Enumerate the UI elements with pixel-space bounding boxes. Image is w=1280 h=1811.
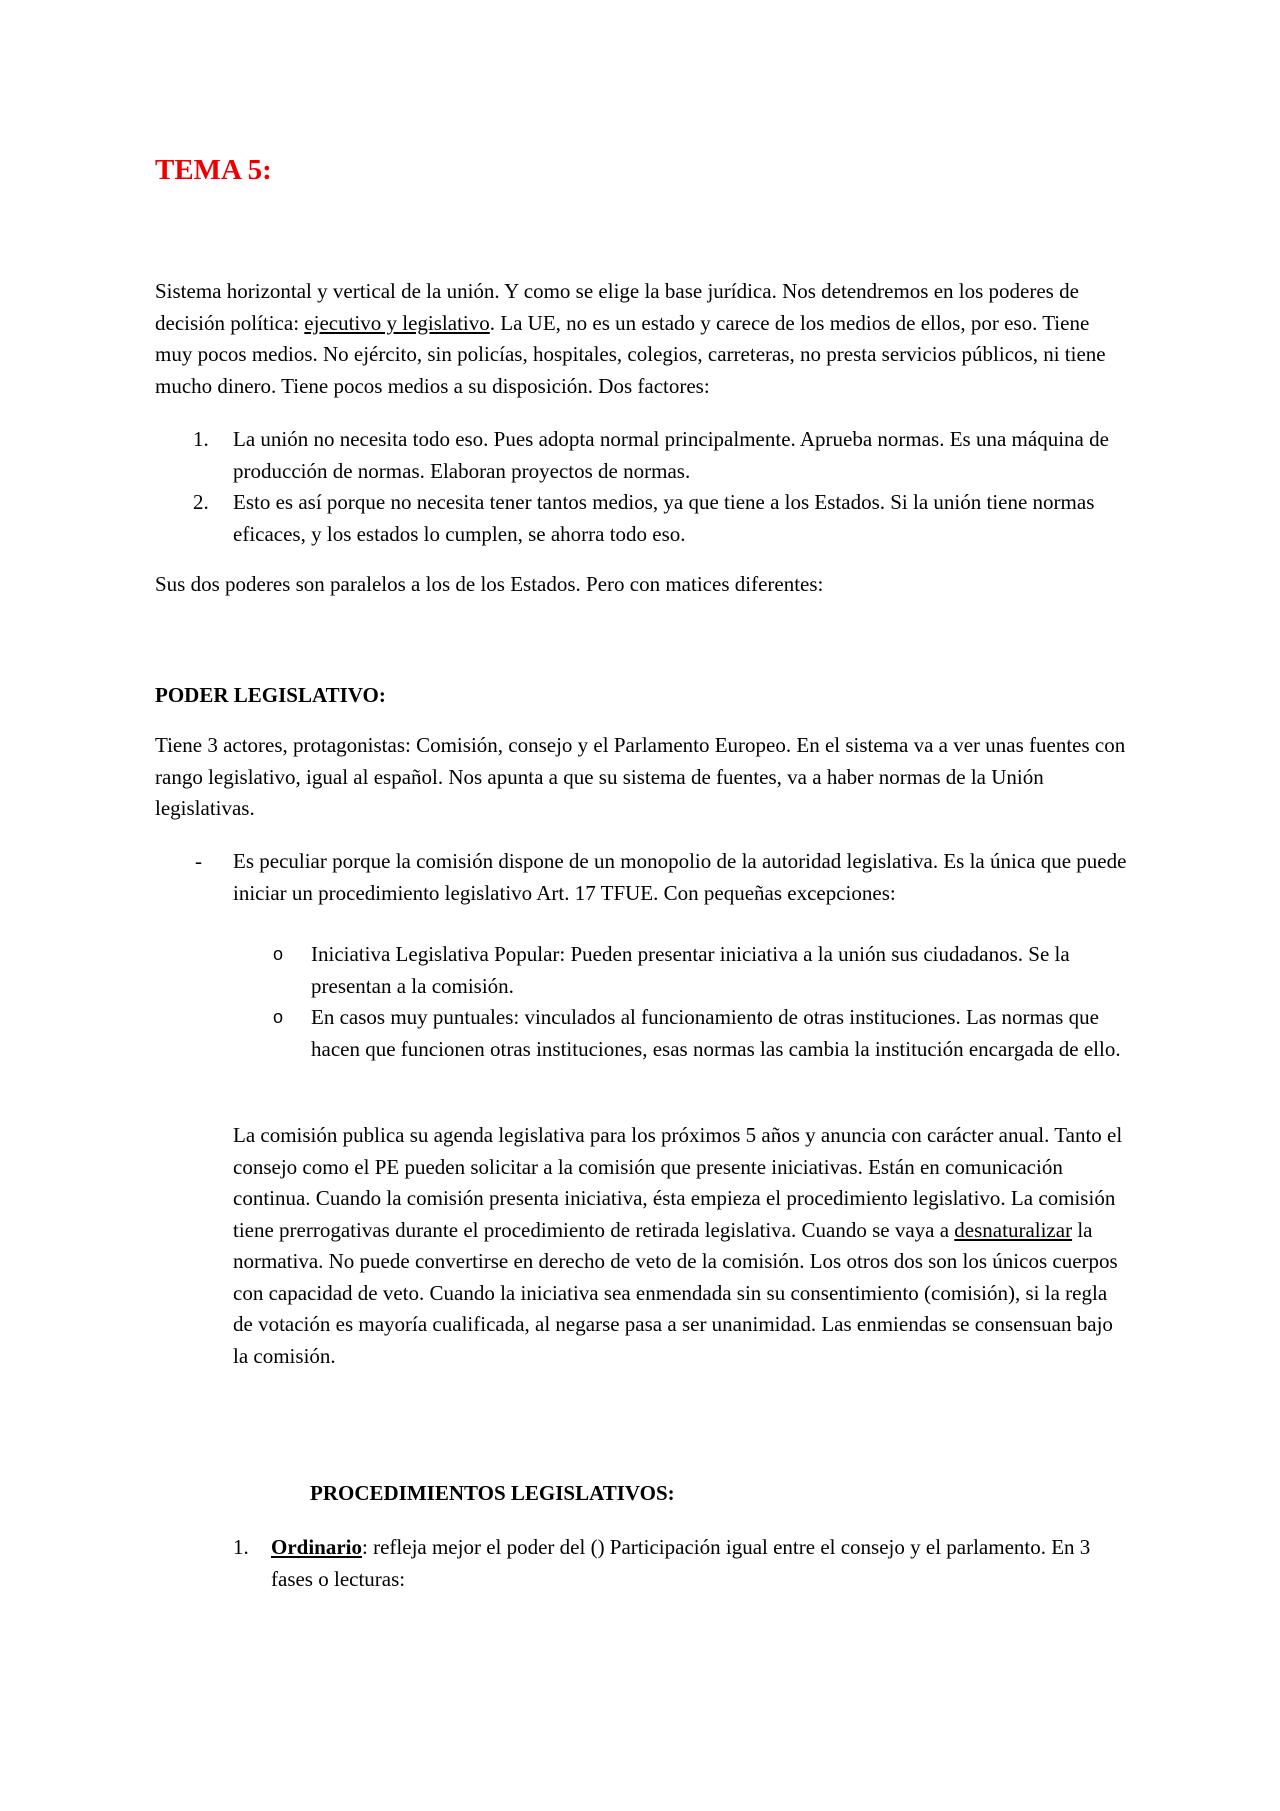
list-item-text: La unión no necesita todo eso. Pues adopta normal principalmente. Aprueba normas. Es una máquina de producción de normas. Elaboran proyectos de normas.: [233, 427, 1109, 483]
procedimientos-list: [233, 1532, 1130, 1595]
exception-text: En casos muy puntuales: vinculados al funcionamiento de otras instituciones. Las normas que hacen que funcionen otras instituciones, esas normas las cambia la institución encargada de ello.: [311, 1005, 1121, 1061]
section-heading-procedimientos: PROCEDIMIENTOS LEGISLATIVOS:: [310, 1481, 675, 1505]
circle-bullet: o: [273, 1007, 284, 1027]
dash-bullet: -: [195, 849, 202, 873]
procedure-description: : refleja mejor el poder del () Participación igual entre el consejo y el parlamento. En 3 fases o lecturas:: [271, 1535, 1091, 1591]
list-number: 2.: [193, 490, 209, 514]
list-item-text: Esto es así porque no necesita tener tantos medios, ya que tiene a los Estados. Si la unión tiene normas eficaces, y los estados lo cumplen, se ahorra todo eso.: [233, 490, 1095, 546]
intro-paragraph: [155, 276, 1130, 402]
list-number: 1.: [193, 427, 209, 451]
agenda-paragraph: [233, 1120, 1130, 1372]
dash-list-item: [155, 846, 1130, 909]
exception-item: [155, 1002, 1130, 1065]
exception-text: Iniciativa Legislativa Popular: Pueden presentar iniciativa a la unión sus ciudadanos. Se la presentan a la comisión.: [311, 942, 1070, 998]
list-item: [155, 487, 1130, 550]
list-item-text: [233, 1532, 1130, 1595]
circle-bullet: o: [273, 944, 284, 964]
page-title: TEMA 5:: [155, 154, 272, 186]
intro-underlined-text: ejecutivo y legislativo: [304, 310, 490, 335]
procedure-term: Ordinario: [271, 1535, 363, 1559]
list-item: [155, 424, 1130, 487]
intro-text-2: . La UE, no es un estado y carece de los medios de ellos, por eso. Tiene muy pocos medios. No ejército, sin policías, hospitales, colegios, carreteras, no presta servicios públicos, ni tiene mucho dinero. Tiene pocos medios a su disposición. Dos factores:: [155, 310, 1106, 398]
legislativo-intro-paragraph: Tiene 3 actores, protagonistas: Comisión, consejo y el Parlamento Europeo. En el sistema va a ver unas fuentes con rango legislativo, igual al español. Nos apunta a que su sistema de fuentes, va a haber normas de la Unión legislativas.: [155, 733, 1126, 820]
intro-text-1: Sistema horizontal y vertical de la unión. Y como se elige la base jurídica. Nos detendremos en los poderes de decisión política:: [155, 279, 1079, 335]
section-heading-legislativo: PODER LEGISLATIVO:: [155, 683, 386, 707]
agenda-text-1: La comisión publica su agenda legislativa para los próximos 5 años y anuncia con carácter anual. Tanto el consejo como el PE pueden solicitar a la comisión que presente iniciativas. Están en comunicación continua. Cuando la comisión presenta iniciativa, ésta empieza el procedimiento legislativo. La comisión tiene prerrogativas durante el procedimiento de retirada legislativa. Cuando se vaya a: [233, 1123, 1123, 1242]
exception-item: [155, 939, 1130, 1002]
factors-list: [155, 424, 1130, 550]
agenda-underlined-text: desnaturalizar: [954, 1217, 1073, 1242]
after-factors-paragraph: Sus dos poderes son paralelos a los de los Estados. Pero con matices diferentes:: [155, 572, 824, 596]
list-number: 1.: [233, 1535, 249, 1559]
agenda-text-2: la normativa. No puede convertirse en derecho de veto de la comisión. Los otros dos son los únicos cuerpos con capacidad de veto. Cuando la iniciativa sea enmendada sin su consentimiento (comisión), si la regla de votación es mayoría cualificada, al negarse pasa a ser unanimidad. Las enmiendas se consensuan bajo la comisión.: [233, 1217, 1118, 1368]
dash-item-text: Es peculiar porque la comisión dispone de un monopolio de la autoridad legislativa. Es la única que puede iniciar un procedimiento legislativo Art. 17 TFUE. Con pequeñas excepciones:: [233, 849, 1127, 905]
